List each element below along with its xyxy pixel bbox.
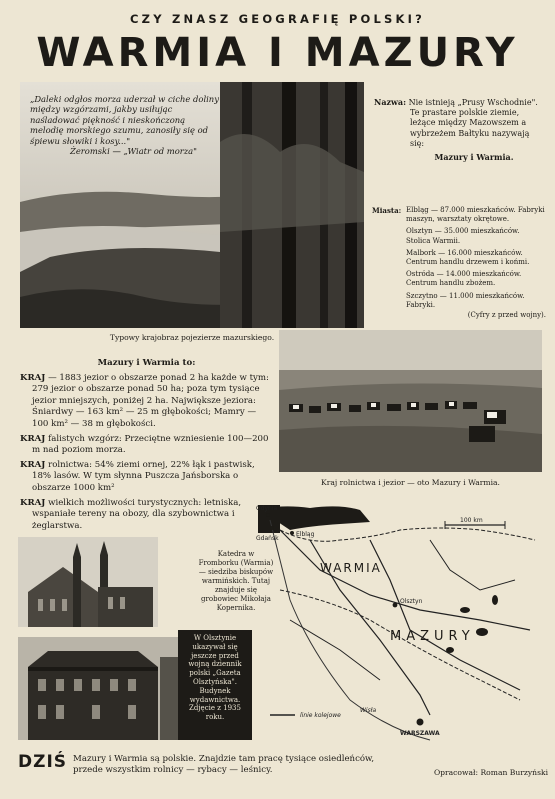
cathedral-photo: [18, 537, 158, 627]
region-mazury: MAZURY: [390, 629, 475, 644]
footer-credit: Opracował: Roman Burzyński: [433, 768, 548, 777]
footer: [18, 752, 548, 777]
kicker: CZY ZNASZ GEOGRAFIĘ POLSKI?: [130, 12, 425, 26]
footer-text: Mazury i Warmia są polskie. Znajdzie tam pracę tysiące osiedleńców, przede wszystkim rolnicy — rybacy — leśnicy.: [73, 754, 375, 775]
warszawa-dot: [417, 719, 424, 726]
cows-photo: [279, 330, 542, 472]
railway-line: [430, 540, 515, 590]
fact-text: wielkich możliwości turystycznych: letniska, wspaniałe tereny na obozy, dla szybownictwa i żeglarstwa.: [32, 497, 242, 531]
facts-heading: Mazury i Warmia to:: [97, 358, 196, 368]
railway-line: [280, 530, 530, 630]
city-szczytno: Szczytno — 11.000 mieszkańców. Fabryki.: [406, 291, 525, 309]
cows-field-image: [279, 330, 542, 472]
fact-text: — 1883 jezior o obszarze ponad 2 ha każde w tym: 279 jezior o obszarze ponad 50 ha; poza tym tysiące jezior mniejszych, poniżej 2 ha. Największe jeziora: Śniardwy — 163 km² — 25 m głębokości; Mamry — 100 km² — 38 m głębokości.: [32, 372, 269, 429]
cathedral-caption: Katedra w Fromborku (Warmia) — siedziba biskupów warmińskich. Tutaj znajduje się grobowiec Mikołaja Kopernika.: [198, 550, 274, 612]
lake-mark: [476, 628, 488, 636]
northern-border: [280, 528, 535, 541]
town-dot: [266, 513, 270, 517]
lake-caption: Typowy krajobraz pojezierze mazurskiego.: [109, 333, 275, 342]
rail-legend: linie kolejowe: [300, 712, 341, 719]
cows-caption: Kraj rolnictwa i jezior — oto Mazury i Warmia.: [321, 478, 500, 487]
name-box: [374, 97, 544, 162]
fact-text: falistych wzgórz: Przeciętne wzniesienie 100—200 m nad poziom morza.: [32, 433, 269, 456]
cities-note: (Cyfry z przed wojny).: [467, 311, 546, 320]
olsztyn-caption-box: [178, 630, 252, 740]
city-malbork: Malbork — 16.000 mieszkańców. Centrum handlu drzewem i końmi.: [406, 248, 530, 267]
name-regions: Mazury i Warmia.: [434, 152, 514, 163]
river-wisla: Wisła: [360, 707, 377, 714]
gazeta-olsztynska-building-image: [18, 637, 178, 740]
town-dot: [290, 531, 294, 535]
region-warmia: WARMIA: [320, 561, 382, 575]
town-gdynia: Gdynia: [256, 505, 278, 512]
town-elblag: Elbląg: [296, 531, 315, 538]
city-olsztyn: Olsztyn — 35.000 mieszkańców. Stolica Warmii.: [406, 227, 520, 245]
name-text: Nie istnieją „Prusy Wschodnie". Te prastare polskie ziemie, leżące między Mazowszem a wybrzeżem Bałtyku nazywają się:: [408, 98, 538, 148]
fact-item: [20, 373, 273, 431]
name-label: Nazwa:: [374, 97, 407, 107]
fact-key: KRAJ: [20, 433, 46, 444]
scale-label: 100 km: [460, 517, 483, 524]
zeromski-quote: [30, 94, 220, 156]
cities-section: [372, 206, 546, 320]
facts-section: [20, 358, 273, 532]
fact-item: [20, 498, 273, 533]
cities-label: Miasta:: [372, 206, 402, 215]
map: [250, 500, 550, 750]
olsztyn-photo: [18, 637, 178, 740]
town-olsztyn: Olsztyn: [400, 598, 423, 605]
fact-key: KRAJ: [20, 459, 46, 470]
fact-item: [20, 434, 273, 457]
town-dot: [270, 526, 274, 530]
fact-key: KRAJ: [20, 372, 46, 383]
fact-item: [20, 460, 273, 495]
town-warszawa: WARSZAWA: [400, 730, 440, 737]
page-title: WARMIA I MAZURY: [36, 30, 519, 76]
quote-text: „Daleki odgłos morza uderzał w ciche doliny między wzgórzami, jakby usiłując naśladować piękność i nieskończoną melodię morskiego szumu, zanosiły się od śpiewu słowiki i kosy...": [30, 94, 219, 146]
town-dot: [393, 603, 398, 608]
olsztyn-caption: W Olsztynie ukazywał się jeszcze przed wojną dziennik polski „Gazeta Olsztyńska". Budynek wydawnictwa. Zdjęcie z 1935 roku.: [188, 634, 242, 722]
lake-mark: [460, 607, 470, 613]
city-elblag: Elbląg — 87.000 mieszkańców. Fabryki maszyn, warsztaty okrętowe.: [406, 206, 545, 224]
warmia-mazury-map: [250, 500, 550, 750]
fact-key: KRAJ: [20, 497, 46, 508]
fact-text: rolnictwa: 54% ziemi ornej, 22% łąk i pastwisk, 18% lasów. W tym słynna Puszcza Jańsborska o obszarze 1000 km²: [32, 459, 255, 493]
lake-mark: [492, 595, 498, 605]
lake-mark: [446, 647, 454, 653]
footer-dzis: DZIŚ: [18, 752, 68, 772]
frombork-cathedral-image: [18, 537, 158, 627]
quote-author: Żeromski — „Wiatr od morza": [70, 146, 198, 157]
town-gdansk: Gdańsk: [256, 535, 279, 542]
city-ostroda: Ostróda — 14.000 mieszkańców. Centrum handlu zbożem.: [406, 270, 522, 288]
